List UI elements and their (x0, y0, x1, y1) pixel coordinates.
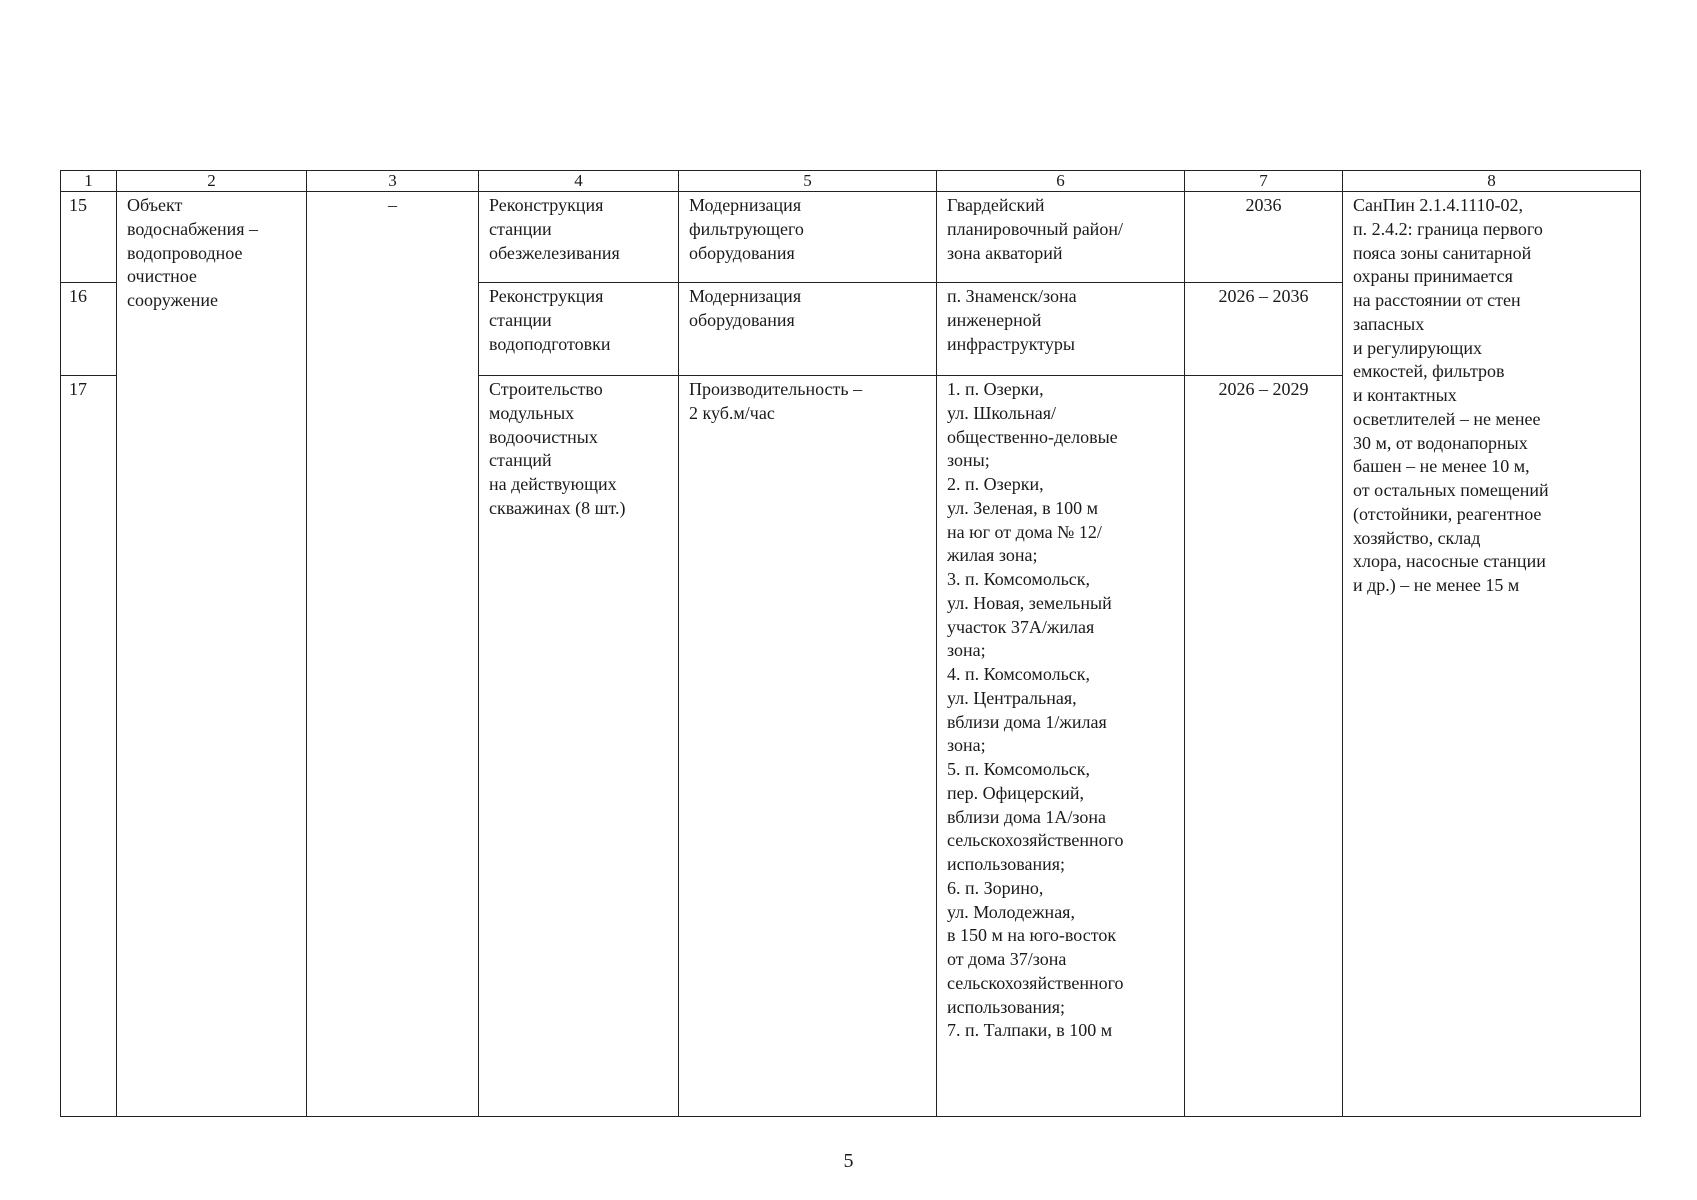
location: Гвардейский планировочный район/ зона акваторий (937, 192, 1185, 283)
row-number: 15 (61, 192, 117, 283)
page-number: 5 (843, 1150, 854, 1172)
period: 2036 (1185, 192, 1343, 283)
header-cell-7: 7 (1185, 171, 1343, 192)
table-row (61, 192, 1641, 283)
project-name: Реконструкция станции водоподготовки (479, 283, 679, 376)
projects-table (60, 170, 1641, 1117)
period: 2026 – 2036 (1185, 283, 1343, 376)
row-number: 17 (61, 376, 117, 1117)
header-cell-2: 2 (117, 171, 307, 192)
header-cell-1: 1 (61, 171, 117, 192)
header-cell-5: 5 (679, 171, 937, 192)
characteristic: Модернизация оборудования (679, 283, 937, 376)
header-cell-3: 3 (307, 171, 479, 192)
characteristic: Модернизация фильтрующего оборудования (679, 192, 937, 283)
location: 1. п. Озерки, ул. Школьная/ общественно-деловые зоны; 2. п. Озерки, ул. Зеленая, в 100 м на юг от дома № 12/ жилая зона; 3. п. Комсомольск, ул. Новая, земельный участок 37А/жилая зона; 4. п. Комсомольск, ул. Центральная, вблизи дома 1/жилая зона; 5. п. Комсомольск, пер. Офицерский, вблизи дома 1А/зона сельскохозяйственного использования; 6. п. Зорино, ул. Молодежная, в 150 м на юго-восток от дома 37/зона сельскохозяйственного использования; 7. п. Талпаки, в 100 м (937, 376, 1185, 1117)
object-name: Объект водоснабжения – водопроводное очистное сооружение (117, 192, 307, 1117)
sanitary-note: СанПин 2.1.4.1110-02, п. 2.4.2: граница первого пояса зоны санитарной охраны принимается на расстоянии от стен запасных и регулирующих емкостей, фильтров и контактных осветлителей – не менее 30 м, от водонапорных башен – не менее 10 м, от остальных помещений (отстойники, реагентное хозяйство, склад хлора, насосные станции и др.) – не менее 15 м (1343, 192, 1641, 1117)
project-name: Реконструкция станции обезжелезивания (479, 192, 679, 283)
row-number: 16 (61, 283, 117, 376)
header-row (61, 171, 1641, 192)
period: 2026 – 2029 (1185, 376, 1343, 1117)
location: п. Знаменск/зона инженерной инфраструктуры (937, 283, 1185, 376)
characteristic: Производительность – 2 куб.м/час (679, 376, 937, 1117)
header-cell-8: 8 (1343, 171, 1641, 192)
header-cell-4: 4 (479, 171, 679, 192)
col3-value: – (307, 192, 479, 1117)
header-cell-6: 6 (937, 171, 1185, 192)
project-name: Строительство модульных водоочистных станций на действующих скважинах (8 шт.) (479, 376, 679, 1117)
